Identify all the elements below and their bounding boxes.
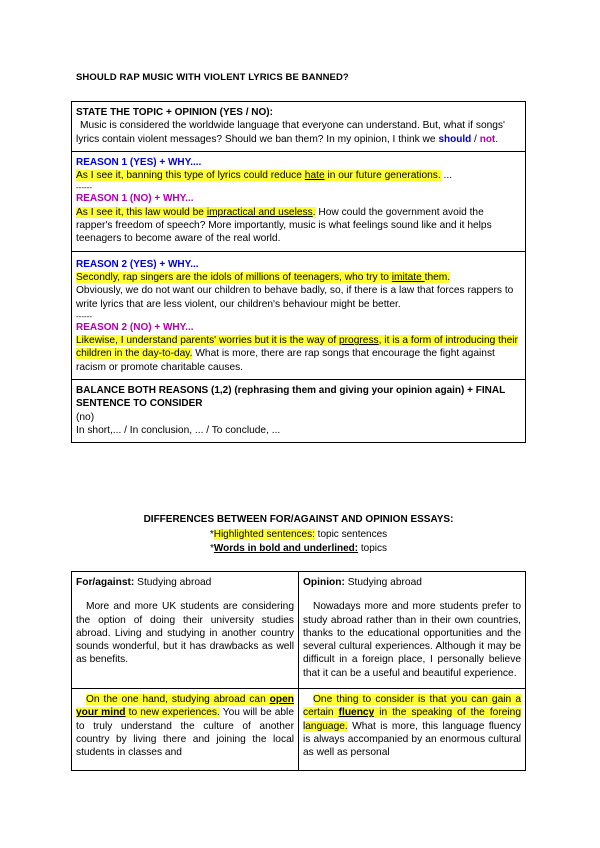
essay-comparison-table xyxy=(71,571,526,771)
balance-section xyxy=(72,380,525,442)
reason2-yes-topic: Secondly, rap singers are the idols of millions of teenagers, who try to imitate them. xyxy=(76,271,451,283)
balance-heading: BALANCE BOTH REASONS (1,2) (rephrasing them and giving your opinion again) + FINAL SENTENCE TO CONSIDER xyxy=(76,385,506,410)
topic-word-imitate: imitate xyxy=(391,271,425,283)
opinion-intro: Nowadays more and more students prefer to study abroad rather than in their own countries, thanks to the educational opportunities and the several cultural experiences. Although it may be difficult in a foreign place, I personally believe that it can be a useful and beautiful experience. xyxy=(303,601,521,679)
reason2-yes-heading: REASON 2 (YES) + WHY... xyxy=(76,258,199,270)
topic-word-impractical: impractical and useless xyxy=(206,206,313,218)
should-word: should xyxy=(438,133,472,145)
reason1-section xyxy=(72,152,525,252)
separator: ------ xyxy=(76,183,92,193)
differences-title: DIFFERENCES BETWEEN FOR/AGAINST AND OPINION ESSAYS: xyxy=(143,514,454,525)
topic-section xyxy=(72,102,525,152)
reason2-no-text: Likewise, I understand parents' worries but it is the way of progress, it is a form of introducing their children in the day-to-day. What is more, there are rap songs that encourage the fight against racism or promote charitable causes. xyxy=(76,335,518,373)
for-against-intro: More and more UK students are considering the option of doing their university studies abroad. Living and studying in another country sounds wonderful, but it has drawbacks as well as benefits. xyxy=(76,601,294,666)
for-against-body-cell xyxy=(72,689,299,771)
for-against-paragraph: On the one hand, studying abroad can open your mind to new experiences. You will be able to truly understand the culture of another country by living there and joining the local students in classes and xyxy=(76,694,294,759)
opinion-cell xyxy=(299,572,526,689)
reason1-no-text: As I see it, this law would be impractical and useless. How could the government avoid the rapper's freedom of speech? More importantly, music is what feelings sound like and it helps teenagers to become aware of the real world. xyxy=(76,206,492,245)
reason2-yes-text: Obviously, we do not want our children to behave badly, so, if there is a law that forces rappers to write lyrics that are less violent, our children's behaviour might be better. xyxy=(76,285,514,310)
topic-heading: STATE THE TOPIC + OPINION (YES / NO): xyxy=(76,107,273,118)
reason1-yes-text: As I see it, banning this type of lyrics could reduce hate in our future generations. ... xyxy=(76,170,453,182)
opinion-paragraph: One thing to consider is that you can gain a certain fluency in the speaking of the foreing language. What is more, this language fluency is always accompanied by an enormous cultural as well as personal xyxy=(303,694,521,759)
balance-no: (no) xyxy=(76,411,95,423)
table-row xyxy=(72,572,526,689)
reason2-no-heading: REASON 2 (NO) + WHY... xyxy=(76,321,194,333)
legend-bold-underlined: *Words in bold and underlined: topics xyxy=(209,543,388,554)
topic-word-hate: hate xyxy=(304,170,325,182)
topic-fluency: fluency xyxy=(338,707,375,719)
not-word: not xyxy=(479,133,496,145)
legend-highlighted: *Highlighted sentences: topic sentences xyxy=(209,529,388,540)
balance-connectors: In short,... / In conclusion, ... / To conclude, ... xyxy=(76,424,281,436)
document-title: SHOULD RAP MUSIC WITH VIOLENT LYRICS BE BANNED? xyxy=(76,72,349,83)
opinion-body-cell xyxy=(299,689,526,771)
separator: ------ xyxy=(76,311,92,321)
topic-intro: Music is considered the worldwide language that everyone can understand. But, what if songs' lyrics contain violent messages? Should we ban them? In my opinion, I think we should / not. xyxy=(76,120,505,145)
for-against-header: For/against: Studying abroad xyxy=(76,577,212,588)
essay-outline-box xyxy=(71,101,526,443)
reason1-no-heading: REASON 1 (NO) + WHY... xyxy=(76,193,194,205)
table-row xyxy=(72,689,526,771)
reason2-section xyxy=(72,252,525,380)
for-against-cell xyxy=(72,572,299,689)
opinion-header: Opinion: Studying abroad xyxy=(303,577,422,588)
topic-open-your-mind: open your mind xyxy=(76,694,294,719)
topic-word-progress: progress xyxy=(339,335,379,347)
reason1-yes-heading: REASON 1 (YES) + WHY.... xyxy=(76,156,202,168)
